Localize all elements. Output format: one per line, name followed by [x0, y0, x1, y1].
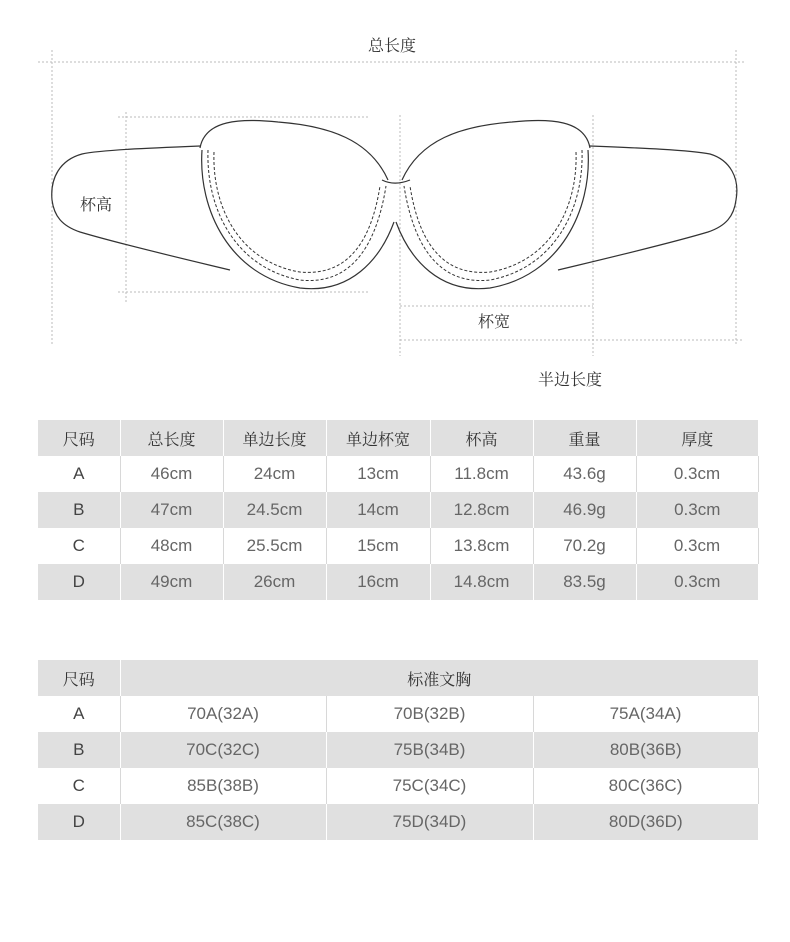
table-cell: D: [38, 564, 120, 600]
table-row: [38, 456, 758, 492]
table-row: [38, 528, 758, 564]
table-cell: A: [38, 696, 120, 732]
table-cell: D: [38, 804, 120, 840]
table-cell: 24cm: [223, 456, 326, 492]
table-header-row: [38, 660, 758, 696]
table-cell: 70A(32A): [120, 696, 326, 732]
table-cell: 16cm: [326, 564, 430, 600]
table-row: [38, 696, 758, 732]
table-cell: 24.5cm: [223, 492, 326, 528]
bra-outline-drawing: [0, 0, 790, 400]
table-cell: B: [38, 492, 120, 528]
table-title: 标准文胸: [120, 660, 758, 696]
table-cell: B: [38, 732, 120, 768]
column-header: 尺码: [38, 660, 120, 696]
table-cell: 75D(34D): [326, 804, 533, 840]
table-cell: 75C(34C): [326, 768, 533, 804]
table-cell: 49cm: [120, 564, 223, 600]
table-cell: A: [38, 456, 120, 492]
table-cell: 70B(32B): [326, 696, 533, 732]
table-cell: 48cm: [120, 528, 223, 564]
table-cell: 0.3cm: [636, 528, 758, 564]
column-header: 尺码: [38, 420, 120, 456]
column-header: 杯高: [430, 420, 533, 456]
table-row: [38, 804, 758, 840]
column-header: 厚度: [636, 420, 758, 456]
stitch-lines: [208, 150, 582, 281]
table-row: [38, 564, 758, 600]
table-cell: 13.8cm: [430, 528, 533, 564]
table-cell: C: [38, 768, 120, 804]
bra-shape: [52, 120, 737, 288]
table-cell: 0.3cm: [636, 564, 758, 600]
table-cell: 47cm: [120, 492, 223, 528]
table-cell: 14.8cm: [430, 564, 533, 600]
table-cell: 25.5cm: [223, 528, 326, 564]
table-cell: 14cm: [326, 492, 430, 528]
table-cell: 0.3cm: [636, 456, 758, 492]
column-header: 单边杯宽: [326, 420, 430, 456]
bra-diagram: [0, 0, 790, 400]
table-cell: 75A(34A): [533, 696, 758, 732]
table-cell: 46cm: [120, 456, 223, 492]
total-length-label: 总长度: [368, 36, 417, 55]
column-header: 总长度: [120, 420, 223, 456]
table-row: [38, 732, 758, 768]
table-cell: 26cm: [223, 564, 326, 600]
table-row: [38, 492, 758, 528]
half-length-label: 半边长度: [538, 370, 603, 389]
column-header: 单边长度: [223, 420, 326, 456]
table-header-row: [38, 420, 758, 456]
table-cell: C: [38, 528, 120, 564]
table-cell: 70C(32C): [120, 732, 326, 768]
cup-height-label: 杯高: [80, 195, 113, 214]
cup-width-label: 杯宽: [478, 312, 511, 331]
table-cell: 13cm: [326, 456, 430, 492]
table-cell: 46.9g: [533, 492, 636, 528]
table-cell: 15cm: [326, 528, 430, 564]
table-cell: 12.8cm: [430, 492, 533, 528]
table-cell: 80C(36C): [533, 768, 758, 804]
bra-size-table: [38, 660, 759, 840]
table-cell: 11.8cm: [430, 456, 533, 492]
table-cell: 85C(38C): [120, 804, 326, 840]
size-spec-table: [38, 420, 759, 600]
measure-guides: [38, 50, 746, 356]
column-header: 重量: [533, 420, 636, 456]
table-cell: 80D(36D): [533, 804, 758, 840]
table-cell: 0.3cm: [636, 492, 758, 528]
table-cell: 70.2g: [533, 528, 636, 564]
table-cell: 75B(34B): [326, 732, 533, 768]
table-row: [38, 768, 758, 804]
table-cell: 43.6g: [533, 456, 636, 492]
table-cell: 80B(36B): [533, 732, 758, 768]
table-cell: 83.5g: [533, 564, 636, 600]
table-cell: 85B(38B): [120, 768, 326, 804]
